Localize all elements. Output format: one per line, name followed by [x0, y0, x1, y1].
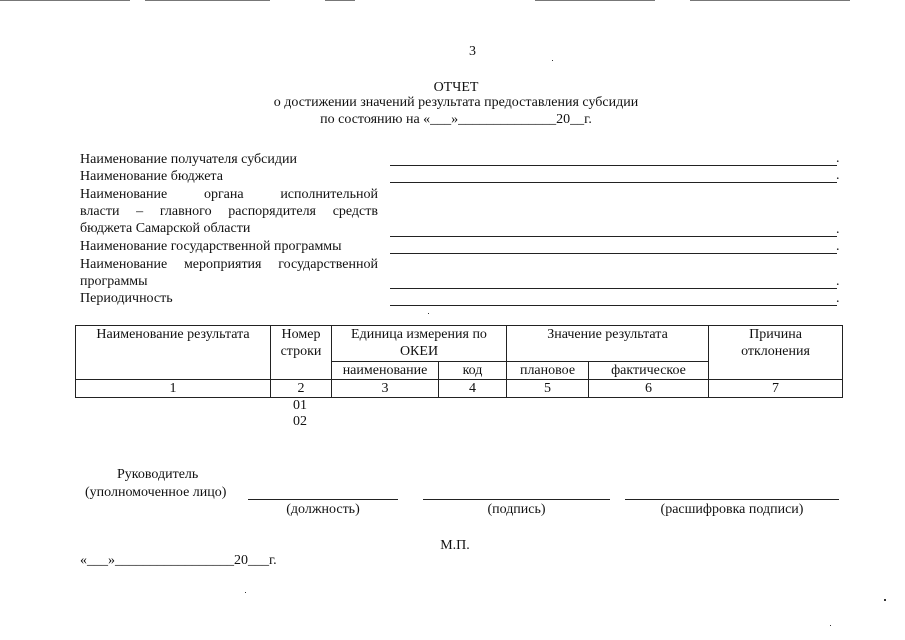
- report-subtitle: о достижении значений результата предоставления субсидии: [273, 95, 639, 110]
- scan-speck: [552, 60, 553, 61]
- field-dot: .: [836, 151, 840, 166]
- column-number-cell: 4: [439, 380, 507, 398]
- scan-speck: [245, 592, 246, 593]
- scan-edge: [535, 0, 655, 1]
- scan-speck: [830, 625, 831, 626]
- scan-speck: [428, 313, 429, 314]
- results-table: [75, 325, 843, 398]
- column-number-cell: 5: [507, 380, 589, 398]
- signature-line[interactable]: [423, 499, 610, 500]
- header-value-planned: плановое: [507, 362, 589, 380]
- decoding-line[interactable]: [625, 499, 839, 500]
- field-dot: .: [836, 274, 840, 289]
- signature-caption: (подпись): [487, 502, 546, 517]
- column-number-cell: 3: [332, 380, 439, 398]
- header-unit-okei: Единица измерения по ОКЕИ: [332, 326, 507, 362]
- stamp-label: М.П.: [440, 538, 470, 553]
- report-title: ОТЧЕТ: [433, 80, 479, 95]
- header-deviation-reason: Причина отклонения: [709, 326, 843, 380]
- field-authority-line[interactable]: [390, 236, 837, 237]
- signature-date-line: «___»_________________20___г.: [80, 553, 277, 568]
- position-caption: (должность): [286, 502, 360, 517]
- header-value-actual: фактическое: [589, 362, 709, 380]
- field-program-line[interactable]: [390, 253, 837, 254]
- field-periodicity-label: Периодичность: [80, 291, 173, 306]
- row-code: 02: [293, 414, 307, 429]
- field-budget-line[interactable]: [390, 182, 837, 183]
- field-authority-label-line1: Наименование органа исполнительной: [80, 187, 378, 202]
- field-periodicity-line[interactable]: [390, 305, 837, 306]
- field-measure-label-line1: Наименование мероприятия государственной: [80, 257, 378, 272]
- position-line[interactable]: [248, 499, 398, 500]
- scan-edge: [690, 0, 850, 1]
- signature-authorized-label: (уполномоченное лицо): [85, 485, 227, 500]
- header-unit-code: код: [439, 362, 507, 380]
- header-result-name: Наименование результата: [76, 326, 271, 380]
- signature-head-label: Руководитель: [117, 467, 199, 482]
- scan-edge: [0, 0, 130, 1]
- column-number-cell: 2: [271, 380, 332, 398]
- field-recipient-line[interactable]: [390, 165, 837, 166]
- page-number: 3: [469, 44, 476, 59]
- field-budget-label: Наименование бюджета: [80, 169, 223, 184]
- field-dot: .: [836, 291, 840, 306]
- header-row-number: Номер строки: [271, 326, 332, 380]
- field-dot: .: [836, 168, 840, 183]
- field-dot: .: [836, 222, 840, 237]
- scan-edge: [145, 0, 270, 1]
- column-number-cell: 7: [709, 380, 843, 398]
- decoding-caption: (расшифровка подписи): [660, 502, 804, 517]
- field-measure-line[interactable]: [390, 288, 837, 289]
- report-date-line: по состоянию на «___»______________20__г.: [320, 112, 592, 127]
- field-authority-label-line3: бюджета Самарской области: [80, 221, 251, 236]
- scan-edge: [325, 0, 355, 1]
- header-unit-name: наименование: [332, 362, 439, 380]
- field-program-label: Наименование государственной программы: [80, 239, 342, 254]
- field-measure-label-line2: программы: [80, 274, 148, 289]
- column-number-cell: 1: [76, 380, 271, 398]
- column-number-cell: 6: [589, 380, 709, 398]
- row-code: 01: [293, 398, 307, 413]
- field-recipient-label: Наименование получателя субсидии: [80, 152, 297, 167]
- scan-speck: [884, 599, 886, 601]
- header-value: Значение результата: [507, 326, 709, 362]
- field-dot: .: [836, 239, 840, 254]
- field-authority-label-line2: власти – главного распорядителя средств: [80, 204, 378, 219]
